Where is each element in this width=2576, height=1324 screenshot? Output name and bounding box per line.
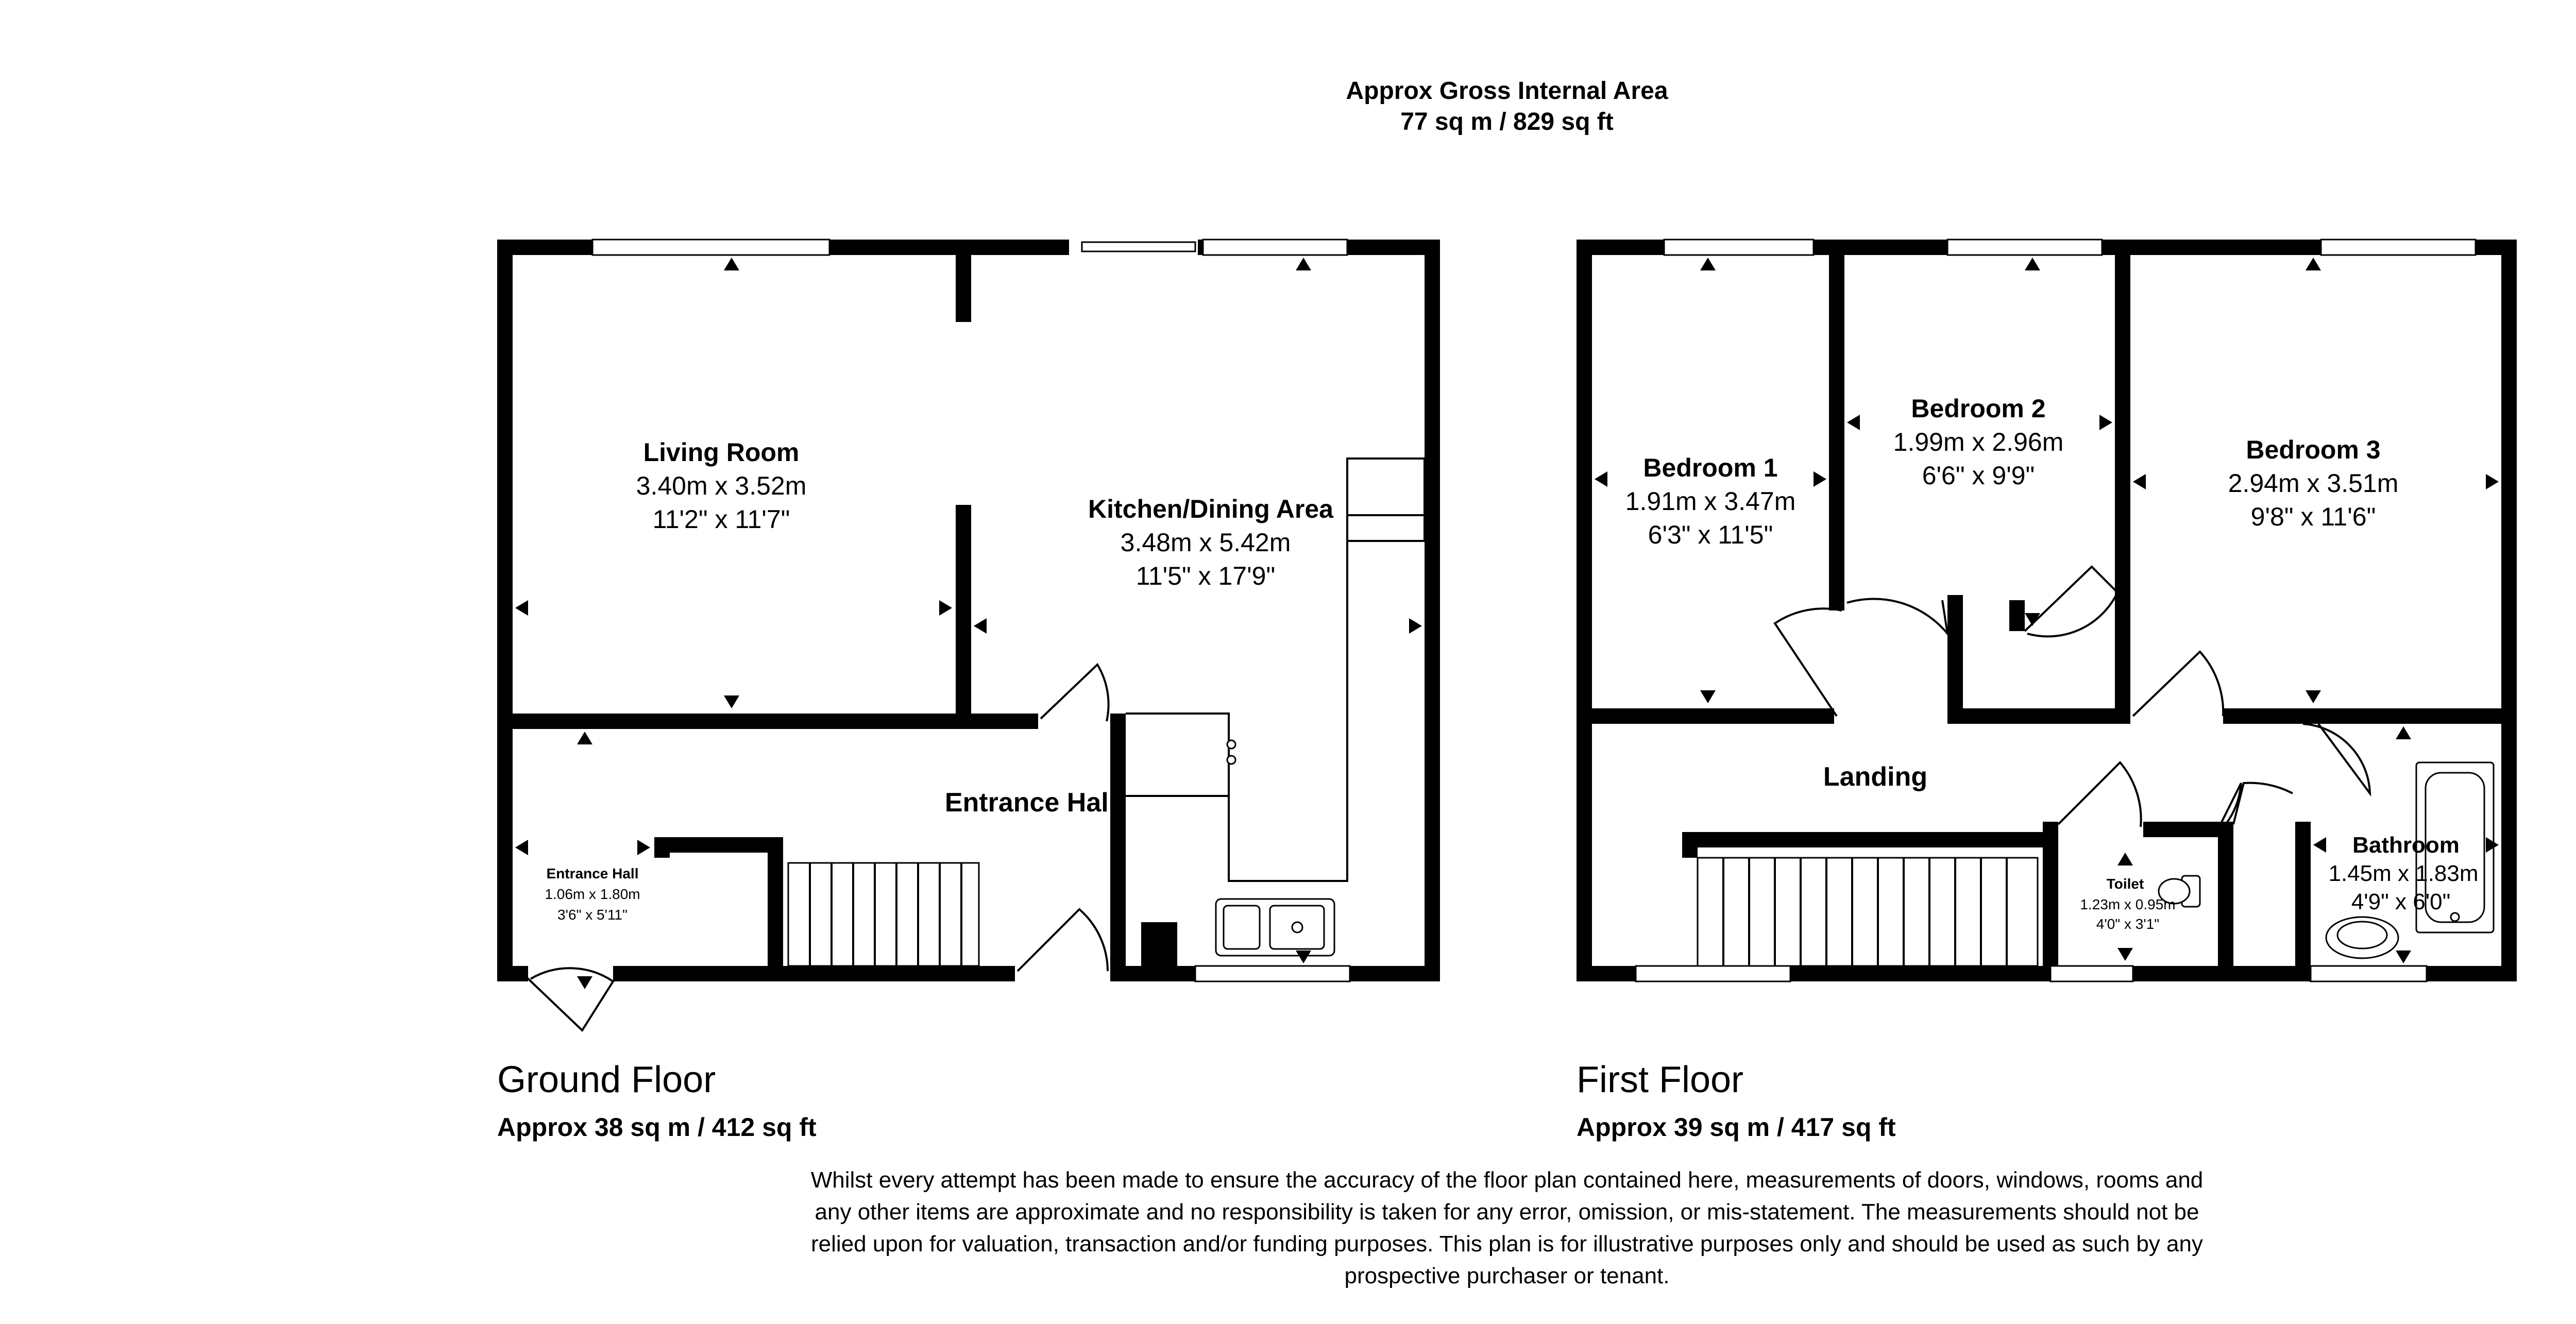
porch-metric: 1.06m x 1.80m — [545, 886, 640, 902]
disclaimer-line-4: prospective purchaser or tenant. — [1344, 1263, 1670, 1288]
living-room-imperial: 11'2" x 11'7" — [652, 505, 790, 534]
bedroom-1-imperial: 6'3" x 11'5" — [1648, 520, 1773, 549]
first-floor-title: First Floor — [1577, 1059, 1743, 1100]
kitchen-imperial: 11'5" x 17'9" — [1136, 562, 1276, 590]
toilet-name: Toilet — [2106, 876, 2144, 892]
bedroom-2-imperial: 6'6" x 9'9" — [1922, 461, 2035, 490]
bedroom-2-name: Bedroom 2 — [1911, 394, 2046, 423]
living-room-name: Living Room — [643, 438, 800, 467]
toilet-imperial: 4'0" x 3'1" — [2096, 916, 2160, 932]
ground-floor-plan — [497, 240, 1440, 1030]
kitchen-metric: 3.48m x 5.42m — [1120, 528, 1291, 557]
entrance-hall-name: Entrance Hall — [944, 788, 1116, 818]
bedroom-1-name: Bedroom 1 — [1643, 453, 1778, 482]
bedroom-3-metric: 2.94m x 3.51m — [2228, 469, 2399, 498]
first-floor-plan — [1577, 240, 2517, 981]
gross-area-title: Approx Gross Internal Area — [1346, 77, 1668, 105]
bathroom-metric: 1.45m x 1.83m — [2328, 861, 2479, 886]
living-room-metric: 3.40m x 3.52m — [636, 471, 807, 500]
landing-name: Landing — [1823, 762, 1928, 792]
bedroom-3-imperial: 9'8" x 11'6" — [2250, 502, 2376, 531]
ground-floor-title: Ground Floor — [497, 1059, 716, 1100]
kitchen-name: Kitchen/Dining Area — [1088, 495, 1333, 523]
gross-area-value: 77 sq m / 829 sq ft — [1400, 108, 1614, 135]
disclaimer-line-2: any other items are approximate and no responsibility is taken for any error, omission, or mis-statement. The measurements should not be — [815, 1199, 2199, 1225]
disclaimer-line-1: Whilst every attempt has been made to ensure the accuracy of the floor plan contained here, measurements of doors, windows, rooms and — [810, 1167, 2204, 1193]
ground-floor-area: Approx 38 sq m / 412 sq ft — [497, 1113, 817, 1142]
bedroom-3-name: Bedroom 3 — [2246, 435, 2381, 464]
porch-name: Entrance Hall — [546, 865, 639, 881]
bathroom-imperial: 4'9" x 6'0" — [2351, 889, 2451, 914]
bedroom-2-metric: 1.99m x 2.96m — [1893, 428, 2064, 456]
disclaimer-line-3: relied upon for valuation, transaction and/or funding purposes. This plan is for illustrative purposes only and should be used as such by any — [811, 1231, 2203, 1257]
bathroom-name: Bathroom — [2352, 833, 2460, 858]
porch-imperial: 3'6" x 5'11" — [557, 907, 628, 923]
toilet-metric: 1.23m x 0.95m — [2080, 896, 2176, 912]
first-floor-area: Approx 39 sq m / 417 sq ft — [1577, 1113, 1896, 1142]
bedroom-1-metric: 1.91m x 3.47m — [1625, 487, 1796, 516]
